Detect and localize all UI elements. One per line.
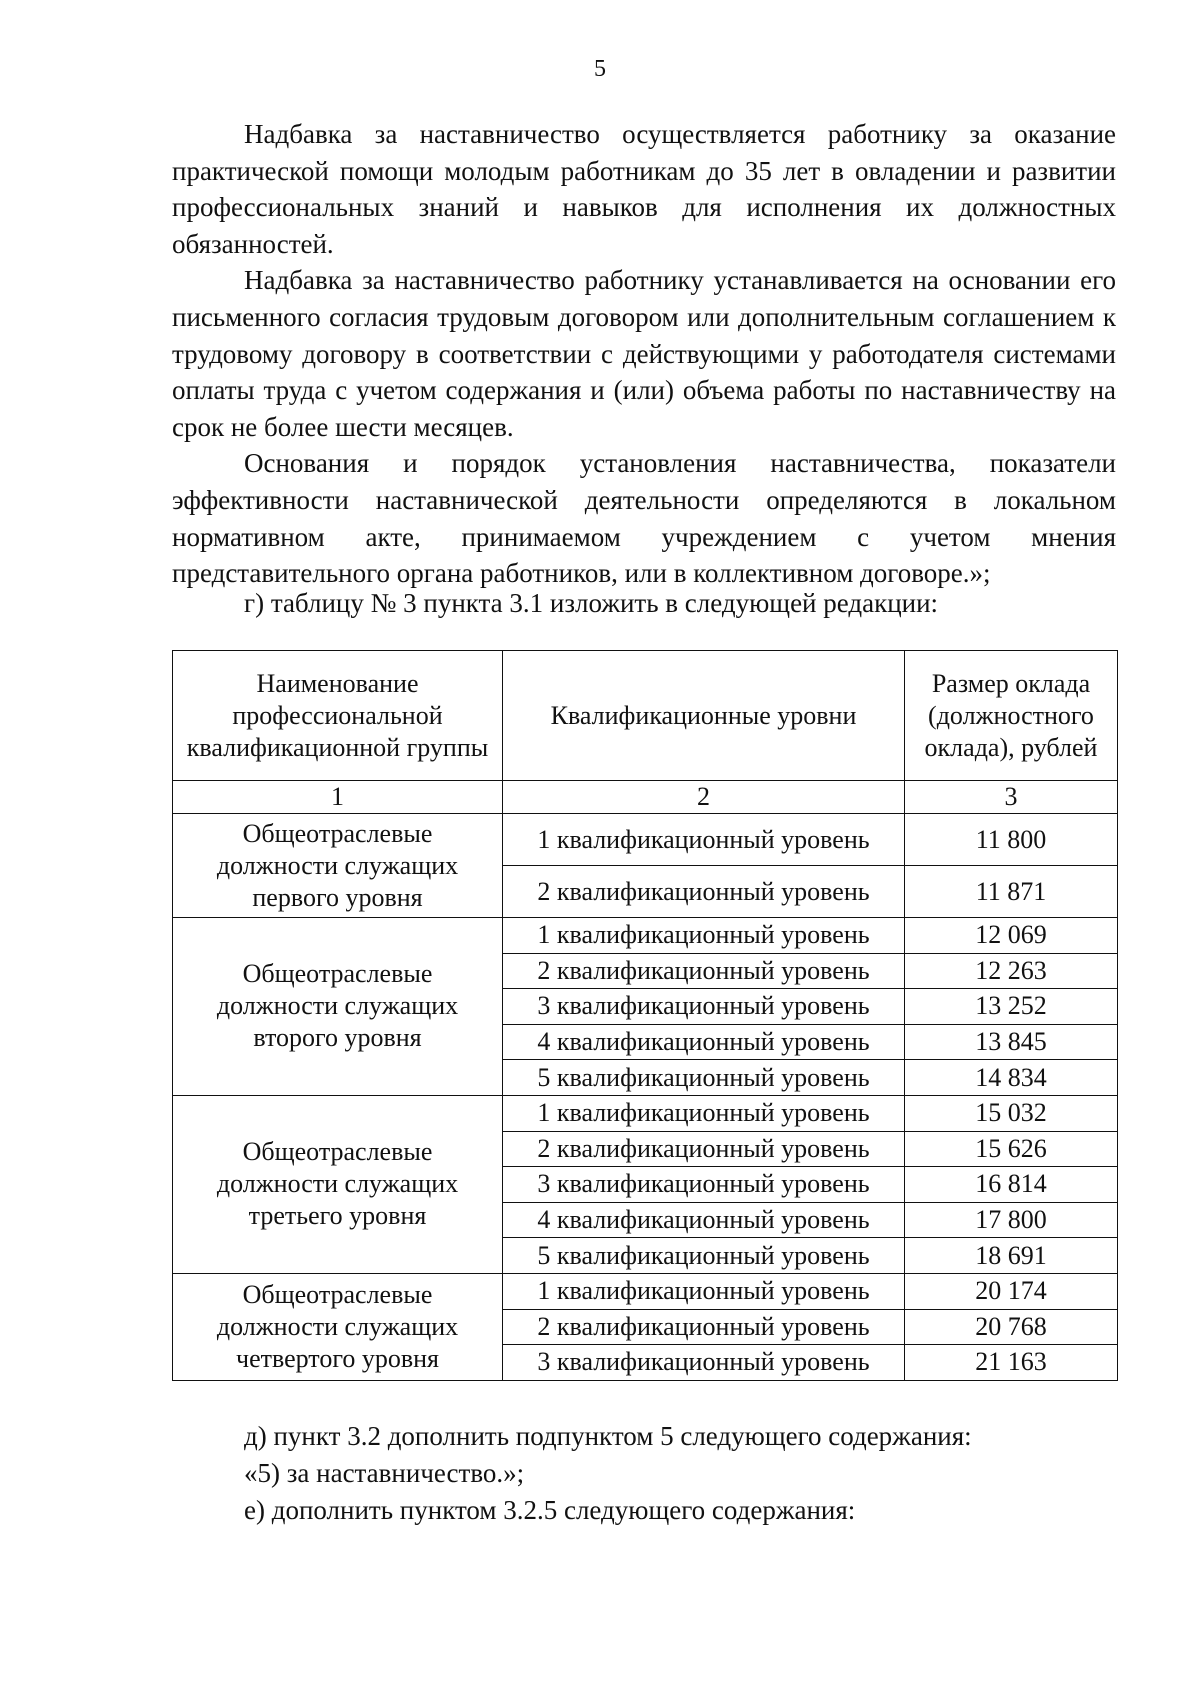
column-number: 3: [905, 781, 1118, 814]
salary-cell: 13 252: [905, 989, 1118, 1025]
salary-cell: 20 174: [905, 1273, 1118, 1309]
table-row: [173, 918, 1118, 954]
salary-cell: 12 263: [905, 953, 1118, 989]
salary-cell: 21 163: [905, 1345, 1118, 1381]
column-number: 2: [503, 781, 905, 814]
salary-cell: 15 626: [905, 1131, 1118, 1167]
paragraph-mentoring-purpose: Надбавка за наставничество осуществляется работнику за оказание практической помощи молодым работникам до 35 лет в овладении и развитии профессиональных знаний и навыков для исполнения их должностных обязанностей.: [172, 119, 1116, 259]
level-cell: 1 квалификационный уровень: [503, 1273, 905, 1309]
level-cell: 1 квалификационный уровень: [503, 918, 905, 954]
closing-line-5: «5) за наставничество.»;: [244, 1458, 525, 1488]
table-intro-line: г) таблицу № 3 пункта 3.1 изложить в следующей редакции:: [244, 588, 939, 618]
paragraph-mentoring-grounds: Основания и порядок установления наставничества, показатели эффективности наставнической деятельности определяются в локальном нормативном акте, принимаемом учреждением с учетом мнения представительного органа работников, или в коллективном договоре.»;: [172, 448, 1116, 589]
level-cell: 4 квалификационный уровень: [503, 1024, 905, 1060]
group-name-cell: Общеотраслевые должности служащих третьего уровня: [173, 1095, 503, 1273]
salary-cell: 15 032: [905, 1095, 1118, 1131]
salary-cell: 11 800: [905, 814, 1118, 866]
group-name-cell: Общеотраслевые должности служащих второго уровня: [173, 918, 503, 1096]
level-cell: 3 квалификационный уровень: [503, 1167, 905, 1203]
group-name-cell: Общеотраслевые должности служащих четвертого уровня: [173, 1273, 503, 1380]
column-number: 1: [173, 781, 503, 814]
table-row: [173, 1095, 1118, 1131]
level-cell: 1 квалификационный уровень: [503, 814, 905, 866]
level-cell: 2 квалификационный уровень: [503, 866, 905, 918]
group-name-cell: Общеотраслевые должности служащих первого уровня: [173, 814, 503, 918]
level-cell: 3 квалификационный уровень: [503, 989, 905, 1025]
salary-cell: 20 768: [905, 1309, 1118, 1345]
header-levels: Квалификационные уровни: [503, 651, 905, 781]
level-cell: 1 квалификационный уровень: [503, 1095, 905, 1131]
level-cell: 2 квалификационный уровень: [503, 953, 905, 989]
salary-cell: 16 814: [905, 1167, 1118, 1203]
header-salary: Размер оклада (должностного оклада), рублей: [905, 651, 1118, 781]
table-row: [173, 1273, 1118, 1309]
page-number: 5: [594, 56, 606, 82]
header-group-name: Наименование профессиональной квалификационной группы: [173, 651, 503, 781]
level-cell: 5 квалификационный уровень: [503, 1238, 905, 1274]
table-row: [173, 814, 1118, 866]
column-numbers-row: [173, 781, 1118, 814]
level-cell: 2 квалификационный уровень: [503, 1131, 905, 1167]
level-cell: 4 квалификационный уровень: [503, 1202, 905, 1238]
salary-cell: 18 691: [905, 1238, 1118, 1274]
body-text: [172, 116, 1116, 592]
salary-cell: 11 871: [905, 866, 1118, 918]
salary-cell: 14 834: [905, 1060, 1118, 1096]
closing-line-d: д) пункт 3.2 дополнить подпунктом 5 следующего содержания:: [244, 1421, 972, 1451]
salary-cell: 12 069: [905, 918, 1118, 954]
paragraph-mentoring-establishment: Надбавка за наставничество работнику устанавливается на основании его письменного согласия трудовым договором или дополнительным соглашением к трудовому договору в соответствии с действующими у работодателя системами оплаты труда с учетом содержания и (или) объема работы по наставничеству на срок не более шести месяцев.: [172, 265, 1116, 442]
level-cell: 5 квалификационный уровень: [503, 1060, 905, 1096]
salary-table: [172, 650, 1118, 1381]
table-header-row: [173, 651, 1118, 781]
closing-line-e: е) дополнить пунктом 3.2.5 следующего содержания:: [244, 1495, 856, 1525]
level-cell: 2 квалификационный уровень: [503, 1309, 905, 1345]
salary-cell: 13 845: [905, 1024, 1118, 1060]
level-cell: 3 квалификационный уровень: [503, 1345, 905, 1381]
salary-cell: 17 800: [905, 1202, 1118, 1238]
